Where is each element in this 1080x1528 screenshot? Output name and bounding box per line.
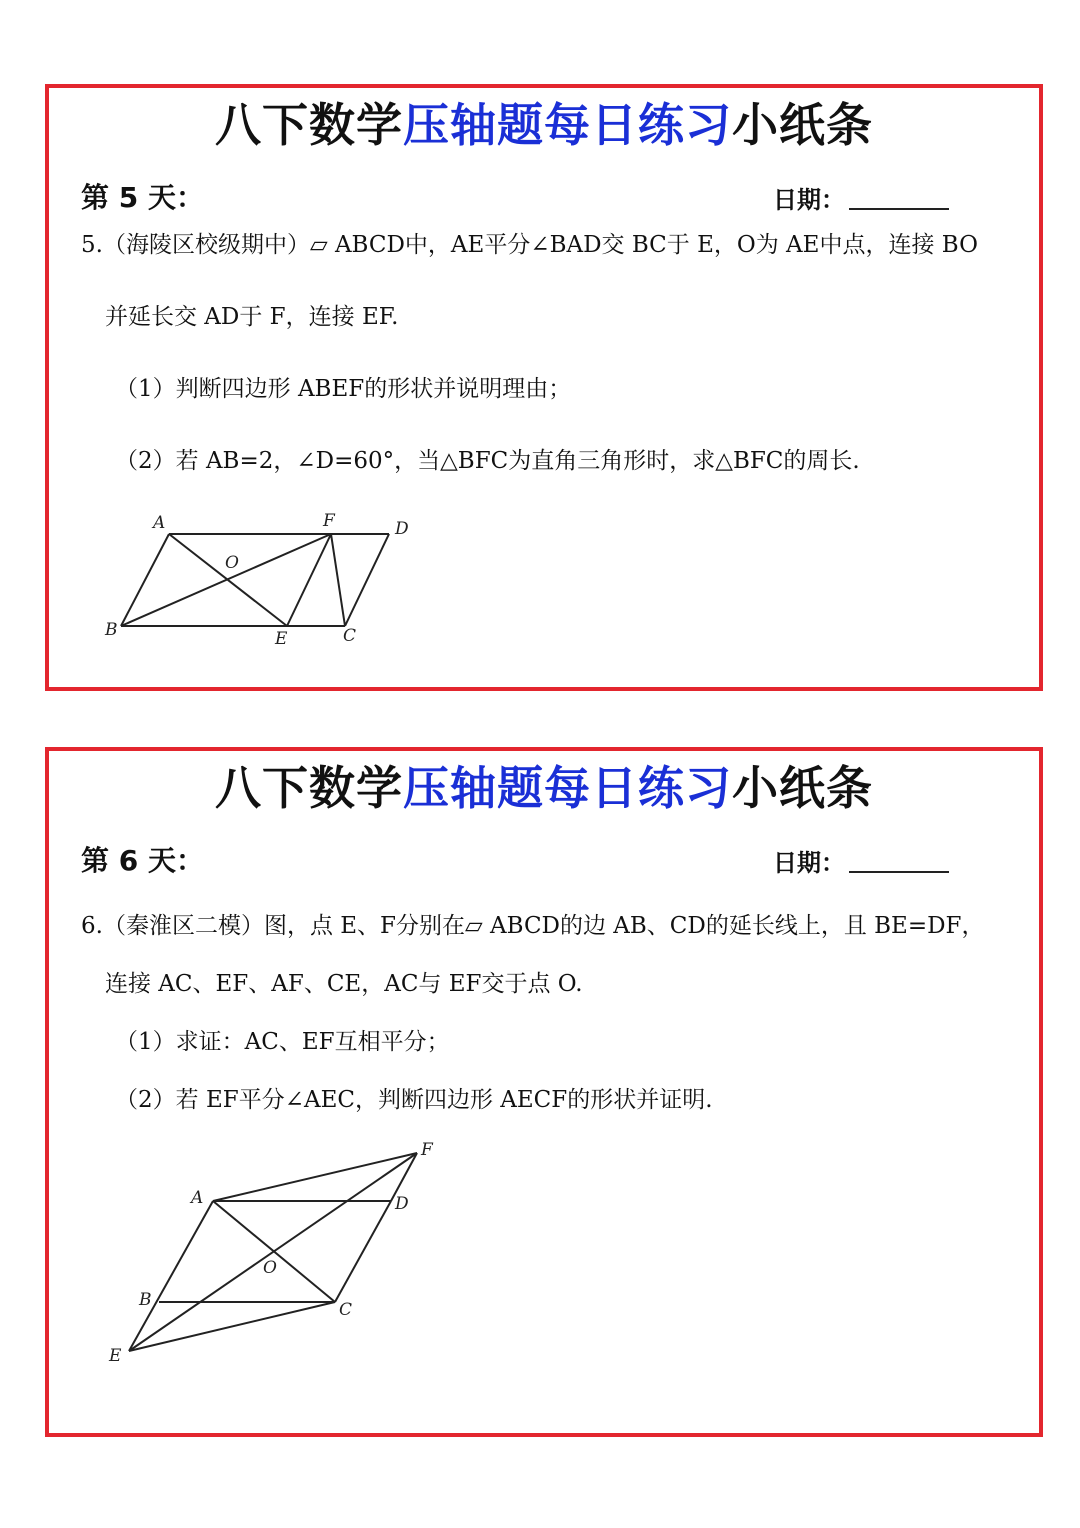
segment-AE [129, 1201, 213, 1351]
day-label: 第 6 天： [81, 844, 204, 877]
point-E-label: E [109, 1346, 122, 1366]
point-O-label: O [225, 553, 239, 573]
point-O-label: O [263, 1258, 277, 1278]
point-B-label: B [139, 1290, 152, 1310]
parallelogram-figure [99, 508, 419, 648]
title-part-2-highlight: 压轴题每日练习 [403, 98, 732, 152]
segment-EF [129, 1153, 417, 1351]
segment-BF [121, 534, 331, 626]
card-title [49, 757, 1039, 819]
point-D-label: D [395, 1194, 409, 1214]
point-F-label: F [323, 511, 335, 531]
question-1: （1）求证：AC、EF互相平分； [115, 1029, 450, 1055]
date-blank [849, 871, 949, 873]
segment-EC [129, 1302, 335, 1351]
segment-FE [287, 534, 331, 626]
point-F-label: F [421, 1140, 433, 1160]
segment-AC [213, 1201, 335, 1302]
segment-DC [335, 1201, 391, 1302]
point-C-label: C [343, 626, 357, 646]
question-2: （2）若 EF平分∠AEC，判断四边形 AECF的形状并证明. [115, 1087, 713, 1113]
problem-line-1: 5.（海陵区校级期中）▱ ABCD中，AE平分∠BAD交 BC于 E，O为 AE中点，连接 BO [81, 232, 978, 258]
title-part-2-highlight: 压轴题每日练习 [403, 761, 732, 815]
segment-FC [331, 534, 345, 626]
point-D-label: D [395, 519, 409, 539]
date-label: 日期： [773, 186, 845, 214]
practice-card-day6 [45, 747, 1043, 1437]
title-part-3: 小纸条 [732, 98, 873, 152]
title-part-1: 八下数学 [215, 761, 403, 815]
segment-DC [345, 534, 389, 626]
title-part-3: 小纸条 [732, 761, 873, 815]
point-E-label: E [275, 629, 288, 649]
point-A-label: A [153, 513, 166, 533]
date-label: 日期： [773, 849, 845, 877]
problem-line-2: 并延长交 AD于 F，连接 EF. [105, 304, 399, 330]
segment-AF [213, 1153, 417, 1201]
parallelogram-figure [99, 1131, 459, 1391]
question-1: （1）判断四边形 ABEF的形状并说明理由； [115, 376, 572, 402]
point-A-label: A [191, 1188, 204, 1208]
point-B-label: B [105, 620, 118, 640]
segment-AB [121, 534, 169, 626]
practice-card-day5 [45, 84, 1043, 691]
title-part-1: 八下数学 [215, 98, 403, 152]
date-blank [849, 208, 949, 210]
problem-line-2: 连接 AC、EF、AF、CE，AC与 EF交于点 O. [105, 971, 583, 997]
problem-line-1: 6.（秦淮区二模）图，点 E、F分别在▱ ABCD的边 AB、CD的延长线上，且 BE=DF， [81, 913, 985, 939]
point-C-label: C [339, 1300, 353, 1320]
day-label: 第 5 天： [81, 181, 204, 214]
card-title [49, 94, 1039, 156]
question-2: （2）若 AB=2，∠D=60°，当△BFC为直角三角形时，求△BFC的周长. [115, 448, 860, 474]
